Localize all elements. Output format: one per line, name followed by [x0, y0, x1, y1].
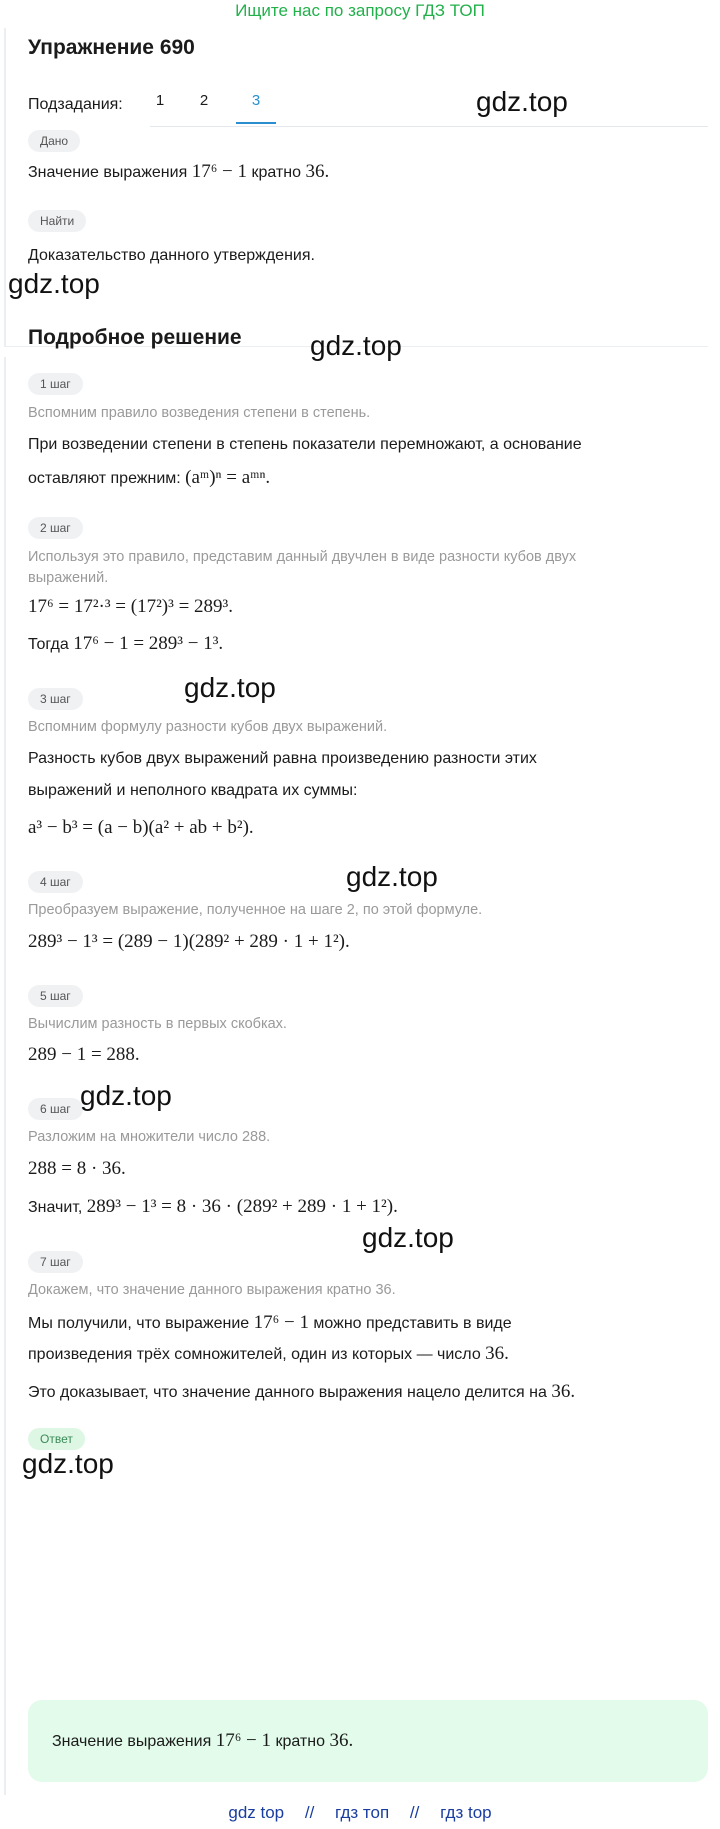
- step-formula: a³ − b³ = (a − b)(a² + ab + b²).: [28, 817, 254, 838]
- step-hint: Вычислим разность в первых скобках.: [28, 1016, 287, 1032]
- answer-box: [28, 1700, 708, 1782]
- watermark: gdz.top: [476, 86, 568, 117]
- page-title: Упражнение 690: [28, 36, 195, 59]
- tab-subtask-1[interactable]: 1: [155, 92, 165, 109]
- step-hint: Используя это правило, представим данный двучлен в виде разности кубов двух: [28, 549, 577, 565]
- step-hint: Вспомним формулу разности кубов двух выражений.: [28, 719, 388, 735]
- step-text: Значит, 289³ − 1³ = 8 · 36 · (289² + 289 · 1 + 1²).: [28, 1196, 398, 1217]
- answer-badge: Ответ: [28, 1428, 85, 1450]
- step-hint: Преобразуем выражение, полученное на шаге 2, по этой формуле.: [28, 902, 483, 918]
- solution-title: Подробное решение: [28, 326, 242, 349]
- given-badge: Дано: [28, 130, 80, 152]
- step-text: выражений и неполного квадрата их суммы:: [28, 782, 358, 799]
- footer-link-gdz-top[interactable]: gdz top: [228, 1803, 285, 1822]
- step-formula: 288 = 8 · 36.: [28, 1158, 126, 1179]
- task-card: [4, 28, 710, 346]
- subtask-tabs: [150, 88, 708, 127]
- step-hint: Докажем, что значение данного выражения кратно 36.: [28, 1282, 396, 1298]
- step-badge: 6 шаг: [28, 1098, 83, 1120]
- step-badge: 1 шаг: [28, 373, 83, 395]
- footer-separator: //: [409, 1803, 420, 1822]
- step-badge: 4 шаг: [28, 871, 83, 893]
- watermark: gdz.top: [8, 268, 100, 299]
- footer-link-gdz-top-ru[interactable]: гдз топ: [335, 1803, 390, 1822]
- solution-card: [4, 357, 710, 1795]
- answer-text: Значение выражения 17⁶ − 1 кратно 36.: [52, 1730, 354, 1751]
- footer-links: [0, 1803, 720, 1823]
- footer-link-gdz-top-mixed[interactable]: гдз top: [440, 1803, 492, 1822]
- step-text: оставляют прежним: (aᵐ)ⁿ = aᵐⁿ.: [28, 467, 271, 488]
- watermark: gdz.top: [22, 1448, 114, 1479]
- footer-separator: //: [304, 1803, 315, 1822]
- find-badge: Найти: [28, 210, 86, 232]
- step-text: Тогда 17⁶ − 1 = 289³ − 1³.: [28, 633, 224, 654]
- step-text: Это доказывает, что значение данного выражения нацело делится на 36.: [28, 1381, 576, 1402]
- step-badge: 2 шаг: [28, 517, 83, 539]
- step-text: Разность кубов двух выражений равна произведению разности этих: [28, 750, 537, 767]
- find-text: Доказательство данного утверждения.: [28, 247, 315, 264]
- watermark: gdz.top: [310, 330, 402, 361]
- step-text: При возведении степени в степень показатели перемножают, а основание: [28, 436, 582, 453]
- step-formula: 17⁶ = 17²·³ = (17²)³ = 289³.: [28, 596, 233, 617]
- step-hint: Разложим на множители число 288.: [28, 1129, 271, 1145]
- tab-subtask-2[interactable]: 2: [199, 92, 209, 109]
- watermark: gdz.top: [80, 1080, 172, 1111]
- tab-subtask-3[interactable]: 3: [236, 92, 276, 124]
- step-hint: выражений.: [28, 570, 109, 586]
- step-text: Мы получили, что выражение 17⁶ − 1 можно представить в виде: [28, 1312, 512, 1333]
- step-hint: Вспомним правило возведения степени в степень.: [28, 405, 371, 421]
- watermark: gdz.top: [362, 1222, 454, 1253]
- step-formula: 289³ − 1³ = (289 − 1)(289² + 289 · 1 + 1²).: [28, 931, 350, 952]
- step-text: произведения трёх сомножителей, один из которых — число 36.: [28, 1343, 509, 1364]
- step-formula: 289 − 1 = 288.: [28, 1044, 140, 1065]
- watermark: gdz.top: [346, 861, 438, 892]
- step-badge: 7 шаг: [28, 1251, 83, 1273]
- subtasks-label: Подзадания:: [28, 96, 123, 113]
- step-badge: 3 шаг: [28, 688, 83, 710]
- given-text: Значение выражения 17⁶ − 1 кратно 36.: [28, 161, 330, 182]
- watermark: gdz.top: [184, 672, 276, 703]
- promo-banner: Ищите нас по запросу ГДЗ ТОП: [235, 1, 485, 20]
- step-badge: 5 шаг: [28, 985, 83, 1007]
